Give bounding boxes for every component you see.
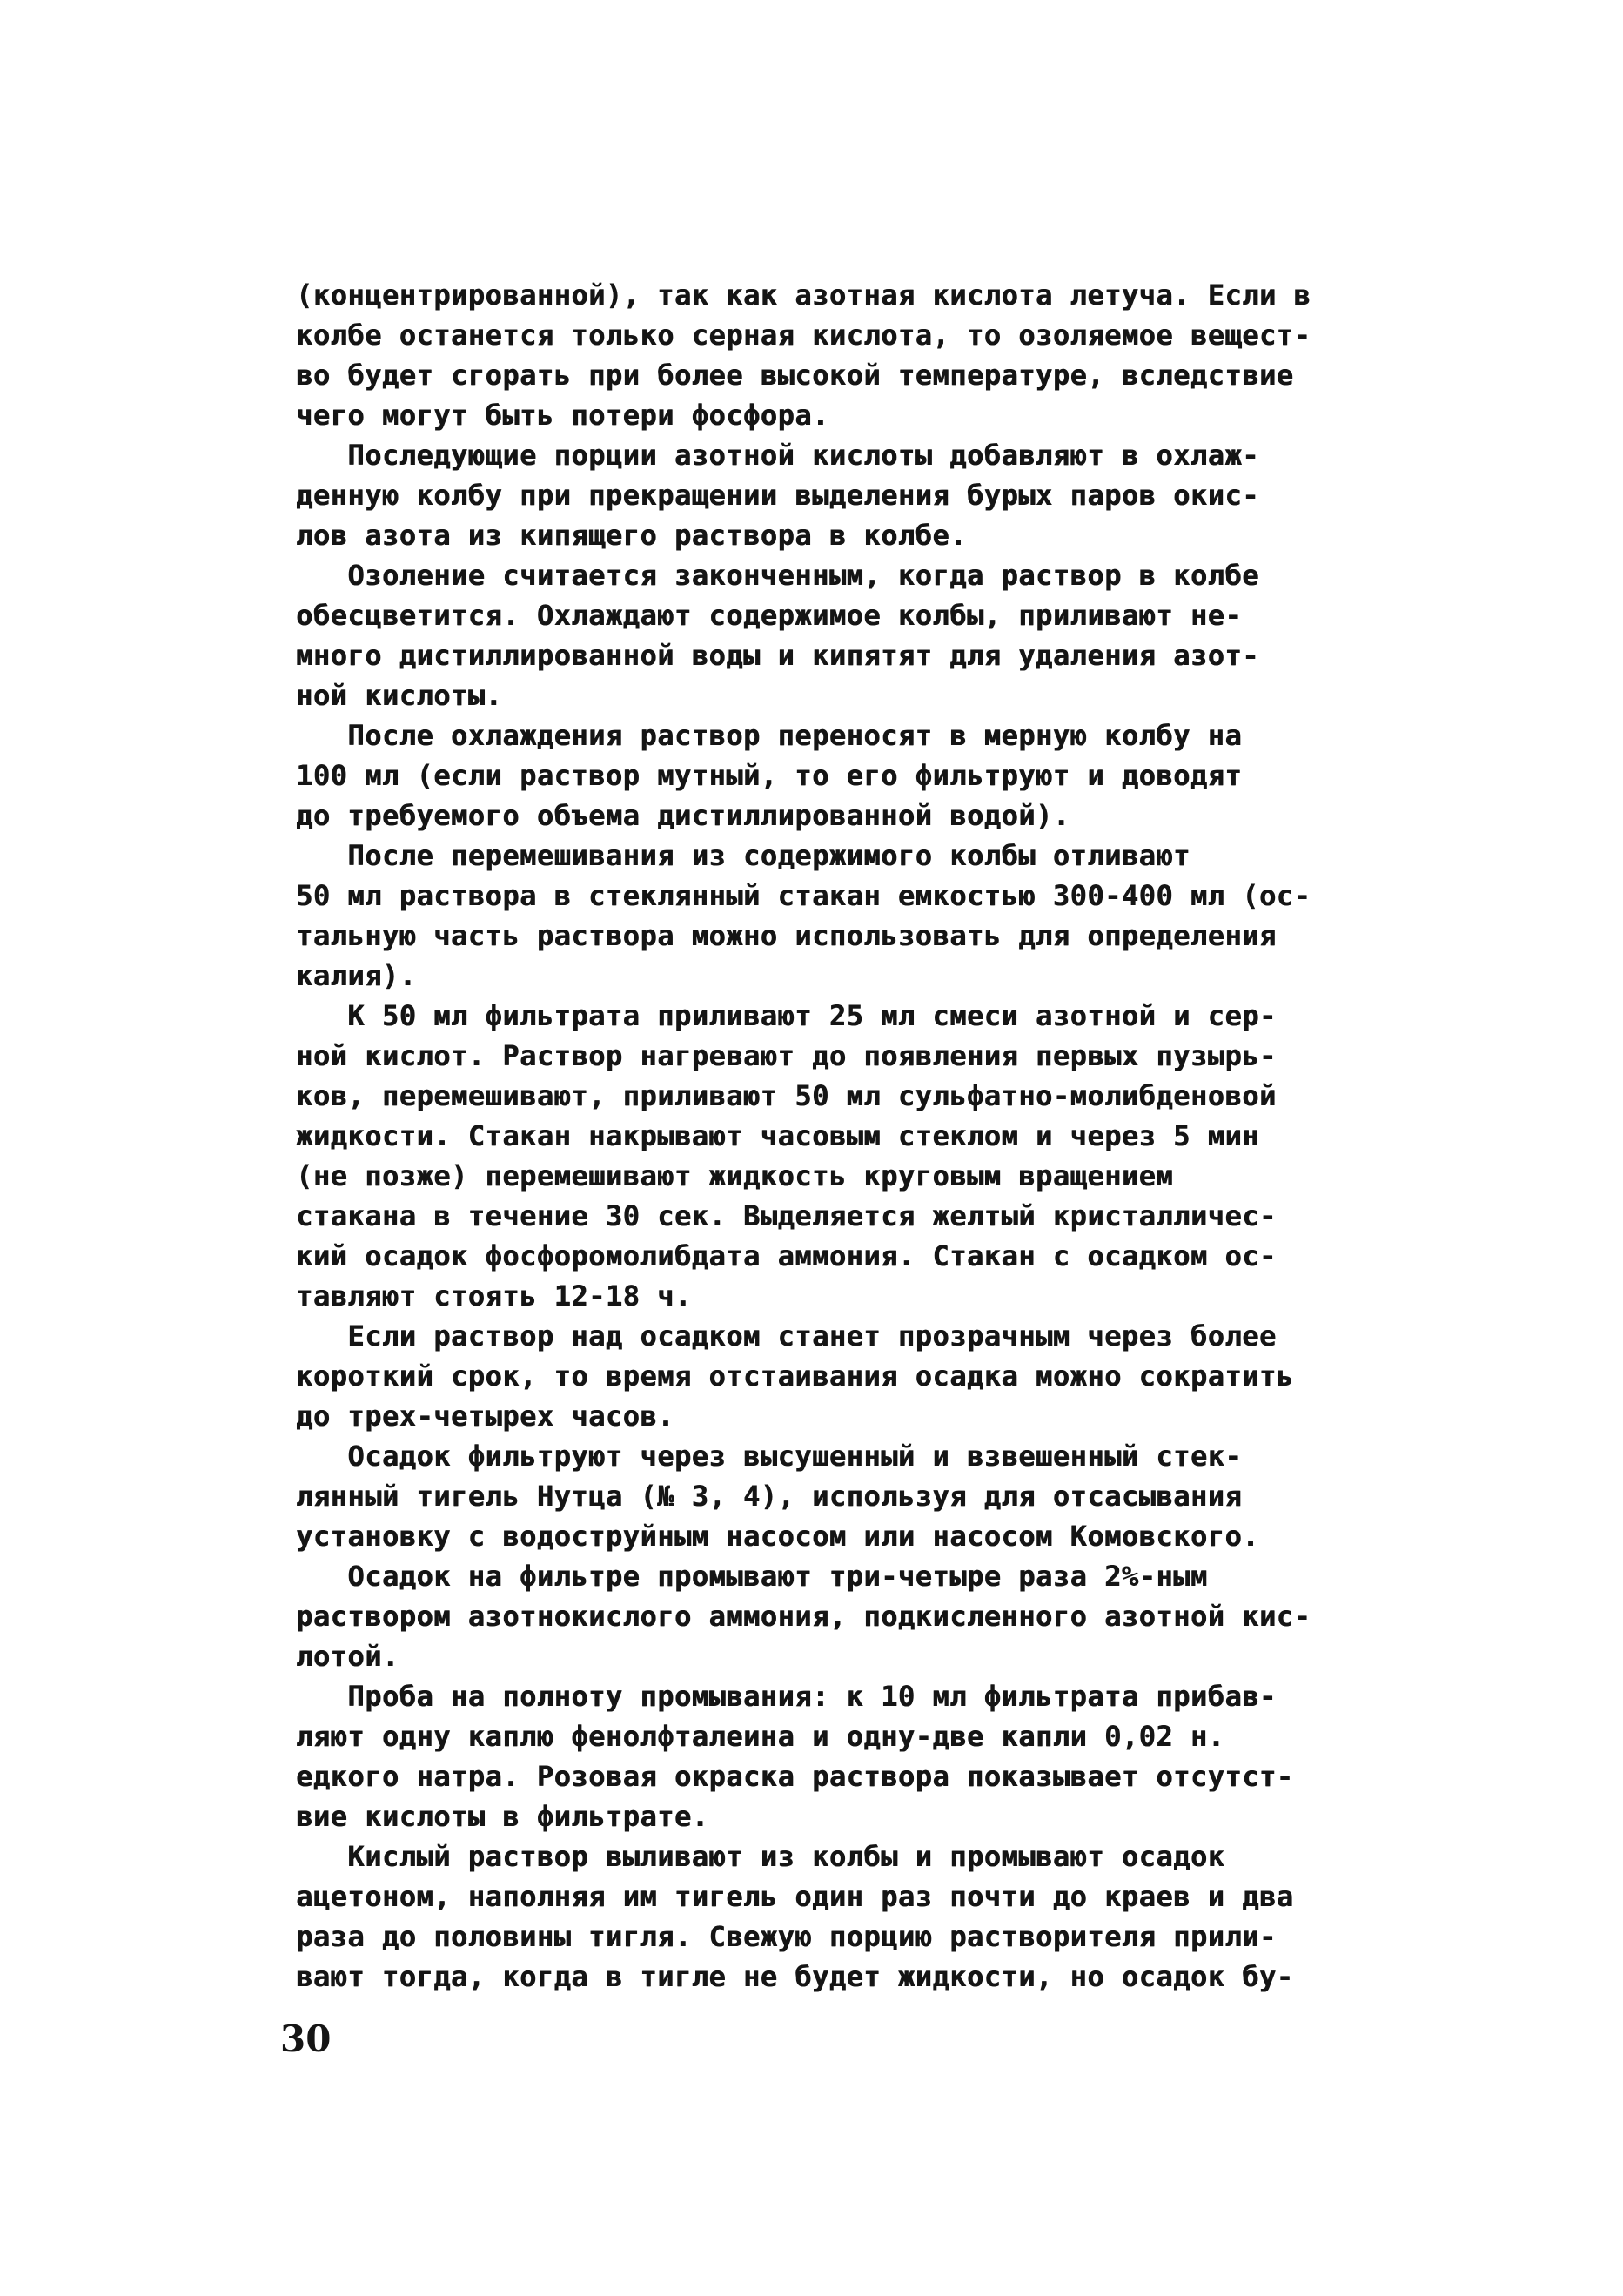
text-line: установку с водоструйным насосом или насосом Комовского. [296,1520,1259,1553]
text-line: тальную часть раствора можно использовать для определения [296,919,1277,952]
text-line: ляют одну каплю фенолфталеина и одну-две капли 0,02 н. [296,1720,1225,1753]
text-line: колбе останется только серная кислота, то озоляемое вещест- [296,319,1311,352]
text-line: ной кислот. Раствор нагревают до появления первых пузырь- [296,1039,1277,1072]
text-line: ков, перемешивают, приливают 50 мл сульфатно-молибденовой [296,1079,1277,1112]
text-line: 100 мл (если раствор мутный, то его фильтруют и доводят [296,759,1243,792]
text-line: Последующие порции азотной кислоты добавляют в охлаж- [296,439,1259,472]
text-line: денную колбу при прекращении выделения бурых паров окис- [296,479,1259,512]
text-line: вают тогда, когда в тигле не будет жидкости, но осадок бу- [296,1960,1294,1993]
text-line: После перемешивания из содержимого колбы отливают [296,839,1190,872]
text-line: вие кислоты в фильтрате. [296,1800,709,1833]
text-line: лов азота из кипящего раствора в колбе. [296,519,967,552]
text-line: (концентрированной), так как азотная кислота летуча. Если в [296,279,1311,312]
text-line: много дистиллированной воды и кипятят для удаления азот- [296,639,1259,672]
text-line: ной кислоты. [296,679,503,712]
text-line: Осадок фильтруют через высушенный и взвешенный стек- [296,1440,1243,1473]
text-line: раза до половины тигля. Свежую порцию растворителя прили- [296,1920,1277,1953]
text-line: 50 мл раствора в стеклянный стакан емкостью 300-400 мл (ос- [296,879,1311,912]
text-line: калия). [296,959,417,992]
text-line: до трех-четырех часов. [296,1400,674,1433]
text-line: раствором азотнокислого аммония, подкисленного азотной кис- [296,1600,1311,1633]
text-line: до требуемого объема дистиллированной водой). [296,799,1070,832]
page-number: 30 [280,2017,332,2060]
text-line: чего могут быть потери фосфора. [296,399,829,432]
text-line: стакана в течение 30 сек. Выделяется желтый кристалличес- [296,1199,1277,1232]
text-line: Если раствор над осадком станет прозрачным через более [296,1319,1277,1353]
body-text [296,275,1445,1997]
text-line: жидкости. Стакан накрывают часовым стеклом и через 5 мин [296,1119,1259,1152]
text-line: едкого натра. Розовая окраска раствора показывает отсутст- [296,1760,1294,1793]
text-line: Осадок на фильтре промывают три-четыре раза 2%-ным [296,1560,1208,1593]
text-line: короткий срок, то время отстаивания осадка можно сократить [296,1359,1294,1393]
text-line: (не позже) перемешивают жидкость круговым вращением [296,1159,1174,1192]
text-line: ацетоном, наполняя им тигель один раз почти до краев и два [296,1880,1294,1913]
text-line: Проба на полноту промывания: к 10 мл фильтрата прибав- [296,1680,1277,1713]
text-line: Кислый раствор выливают из колбы и промывают осадок [296,1840,1225,1873]
text-line: После охлаждения раствор переносят в мерную колбу на [296,719,1243,752]
text-line: обесцветится. Охлаждают содержимое колбы, приливают не- [296,599,1243,632]
text-line: лянный тигель Нутца (№ 3, 4), используя для отсасывания [296,1480,1243,1513]
text-line: лотой. [296,1640,399,1673]
text-line: во будет сгорать при более высокой температуре, вследствие [296,359,1294,392]
text-line: Озоление считается законченным, когда раствор в колбе [296,559,1259,592]
text-line: кий осадок фосфоромолибдата аммония. Стакан с осадком ос- [296,1239,1277,1272]
text-line: К 50 мл фильтрата приливают 25 мл смеси азотной и сер- [296,999,1277,1032]
text-line: тавляют стоять 12-18 ч. [296,1279,692,1312]
